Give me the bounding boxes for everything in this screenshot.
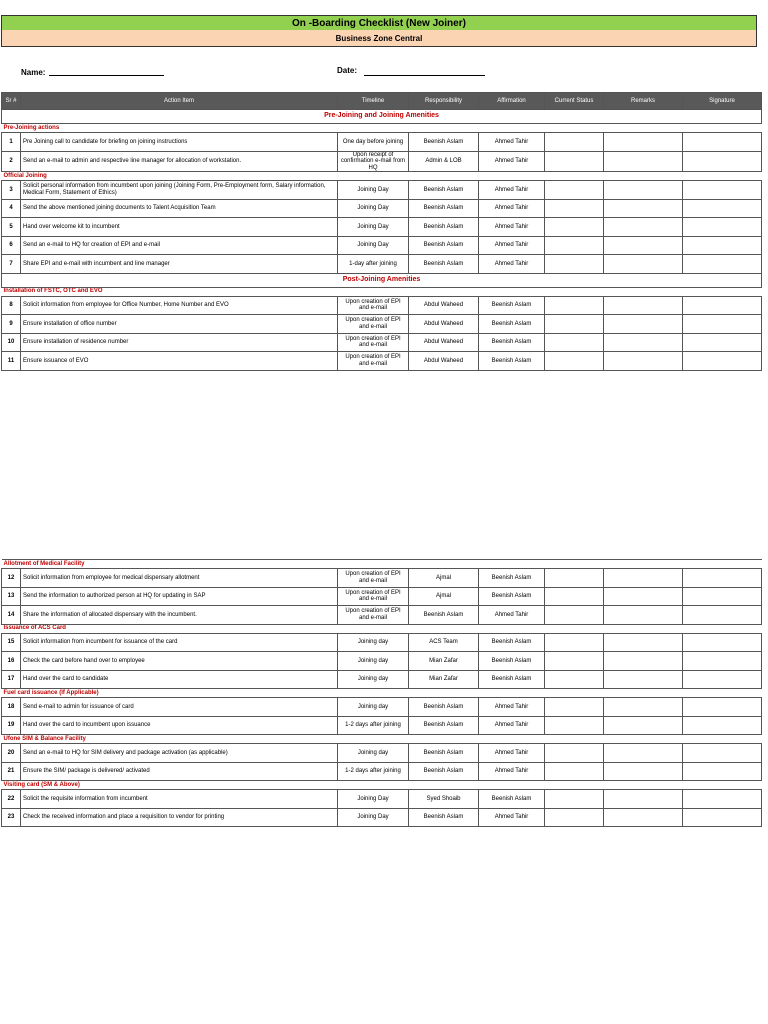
remarks-cell[interactable] [604, 199, 683, 218]
section-header: Fuel card issuance (If Applicable) [2, 689, 762, 698]
action-item-cell: Send an e-mail to HQ for SIM delivery and package activation (as applicable) [21, 744, 338, 763]
section-header-row [2, 287, 762, 296]
responsibility-cell: Beenish Aslam [409, 606, 479, 625]
responsibility-cell: Abdul Waheed [409, 333, 479, 352]
action-item-cell: Ensure installation of residence number [21, 333, 338, 352]
timeline-cell: Upon receipt of confirmation e-mail from HQ [338, 151, 409, 172]
sr-cell: 3 [2, 181, 21, 200]
table-row [2, 181, 762, 200]
signature-cell[interactable] [683, 716, 762, 735]
section-header: Pre-Joining actions [2, 124, 762, 133]
signature-cell[interactable] [683, 181, 762, 200]
sr-cell: 6 [2, 236, 21, 255]
signature-cell[interactable] [683, 790, 762, 809]
column-header-responsibility: Responsibility [409, 93, 479, 110]
signature-cell[interactable] [683, 218, 762, 237]
timeline-cell: Joining day [338, 652, 409, 671]
timeline-cell: 1-2 days after joining [338, 762, 409, 781]
remarks-cell[interactable] [604, 218, 683, 237]
table-row [2, 236, 762, 255]
sr-cell: 14 [2, 606, 21, 625]
timeline-cell: 1-2 days after joining [338, 716, 409, 735]
remarks-cell[interactable] [604, 151, 683, 172]
remarks-cell[interactable] [604, 790, 683, 809]
signature-cell[interactable] [683, 744, 762, 763]
affirmation-cell: Beenish Aslam [479, 790, 545, 809]
signature-cell[interactable] [683, 808, 762, 827]
current-status-cell[interactable] [545, 633, 604, 652]
sr-cell: 19 [2, 716, 21, 735]
sr-cell: 4 [2, 199, 21, 218]
action-item-cell: Share EPI and e-mail with incumbent and line manager [21, 255, 338, 274]
section-header-row [2, 781, 762, 790]
affirmation-cell: Beenish Aslam [479, 633, 545, 652]
column-header-signature: Signature [683, 93, 762, 110]
affirmation-cell: Ahmed Tahir [479, 218, 545, 237]
checklist-subtitle [1, 30, 757, 47]
section-header-row [2, 689, 762, 698]
timeline-cell: Joining Day [338, 790, 409, 809]
responsibility-cell: Abdul Waheed [409, 315, 479, 334]
current-status-cell[interactable] [545, 181, 604, 200]
action-item-cell: Solicit information from incumbent for issuance of the card [21, 633, 338, 652]
signature-cell[interactable] [683, 255, 762, 274]
checklist-subtitle-text: Business Zone Central [335, 33, 423, 43]
timeline-cell: Upon creation of EPI and e-mail [338, 569, 409, 588]
responsibility-cell: Beenish Aslam [409, 199, 479, 218]
responsibility-cell: Abdul Waheed [409, 296, 479, 315]
timeline-cell: 1-day after joining [338, 255, 409, 274]
signature-cell[interactable] [683, 633, 762, 652]
sr-cell: 18 [2, 698, 21, 717]
table-row [2, 762, 762, 781]
sr-cell: 21 [2, 762, 21, 781]
timeline-cell: Joining Day [338, 236, 409, 255]
section-header-row [2, 560, 762, 569]
action-item-cell: Ensure the SIM/ package is delivered/ activated [21, 762, 338, 781]
affirmation-cell: Ahmed Tahir [479, 199, 545, 218]
current-status-cell[interactable] [545, 352, 604, 371]
section-header: Ufone SIM & Balance Facility [2, 735, 762, 744]
responsibility-cell: Beenish Aslam [409, 716, 479, 735]
checklist-title-text: On -Boarding Checklist (New Joiner) [292, 17, 466, 29]
section-title-row [2, 273, 762, 287]
section-header-row [2, 735, 762, 744]
section-header: Official Joining [2, 172, 762, 181]
date-field[interactable] [364, 75, 485, 76]
column-header-affirmation: Affirmation [479, 93, 545, 110]
name-label: Name: [21, 68, 46, 77]
affirmation-cell: Ahmed Tahir [479, 236, 545, 255]
current-status-cell[interactable] [545, 587, 604, 606]
action-item-cell: Solicit information from employee for medical dispensary allotment [21, 569, 338, 588]
sr-cell: 15 [2, 633, 21, 652]
date-label: Date: [337, 66, 358, 75]
timeline-cell: Joining day [338, 698, 409, 717]
action-item-cell: Send the information to authorized person at HQ for updating in SAP [21, 587, 338, 606]
table-row [2, 790, 762, 809]
responsibility-cell: ACS Team [409, 633, 479, 652]
table-row [2, 744, 762, 763]
responsibility-cell: Ajmal [409, 587, 479, 606]
section-title-row [2, 110, 762, 124]
remarks-cell[interactable] [604, 633, 683, 652]
current-status-cell[interactable] [545, 698, 604, 717]
sr-cell: 17 [2, 670, 21, 689]
remarks-cell[interactable] [604, 808, 683, 827]
table-row [2, 670, 762, 689]
affirmation-cell: Ahmed Tahir [479, 255, 545, 274]
affirmation-cell: Ahmed Tahir [479, 744, 545, 763]
table-row [2, 716, 762, 735]
sr-cell: 23 [2, 808, 21, 827]
remarks-cell[interactable] [604, 698, 683, 717]
responsibility-cell: Beenish Aslam [409, 133, 479, 152]
section-title: Post-Joining Amenities [2, 273, 762, 287]
affirmation-cell: Ahmed Tahir [479, 606, 545, 625]
name-field[interactable] [49, 75, 164, 76]
signature-cell[interactable] [683, 151, 762, 172]
signature-cell[interactable] [683, 315, 762, 334]
signature-cell[interactable] [683, 133, 762, 152]
table-header-row [2, 93, 762, 110]
remarks-cell[interactable] [604, 587, 683, 606]
current-status-cell[interactable] [545, 716, 604, 735]
remarks-cell[interactable] [604, 133, 683, 152]
current-status-cell[interactable] [545, 333, 604, 352]
current-status-cell[interactable] [545, 133, 604, 152]
timeline-cell: Joining day [338, 633, 409, 652]
table-row [2, 587, 762, 606]
responsibility-cell: Beenish Aslam [409, 236, 479, 255]
current-status-cell[interactable] [545, 808, 604, 827]
sr-cell: 1 [2, 133, 21, 152]
action-item-cell: Ensure issuance of EVO [21, 352, 338, 371]
timeline-cell: Upon creation of EPI and e-mail [338, 315, 409, 334]
remarks-cell[interactable] [604, 296, 683, 315]
current-status-cell[interactable] [545, 218, 604, 237]
remarks-cell[interactable] [604, 236, 683, 255]
table-row [2, 633, 762, 652]
responsibility-cell: Ajmal [409, 569, 479, 588]
action-item-cell: Send an e-mail to admin and respective line manager for allocation of workstation. [21, 151, 338, 172]
affirmation-cell: Beenish Aslam [479, 670, 545, 689]
current-status-cell[interactable] [545, 151, 604, 172]
remarks-cell[interactable] [604, 716, 683, 735]
checklist-title [1, 15, 757, 31]
responsibility-cell: Syed Shoaib [409, 790, 479, 809]
sr-cell: 11 [2, 352, 21, 371]
current-status-cell[interactable] [545, 569, 604, 588]
timeline-cell: Upon creation of EPI and e-mail [338, 587, 409, 606]
sr-cell: 16 [2, 652, 21, 671]
table-row [2, 333, 762, 352]
responsibility-cell: Beenish Aslam [409, 808, 479, 827]
checklist-table-page1 [1, 92, 762, 371]
section-header-row [2, 124, 762, 133]
signature-cell[interactable] [683, 670, 762, 689]
column-header-sr: Sr # [2, 93, 21, 110]
action-item-cell: Send the above mentioned joining documents to Talent Acquisition Team [21, 199, 338, 218]
remarks-cell[interactable] [604, 670, 683, 689]
timeline-cell: Joining day [338, 744, 409, 763]
current-status-cell[interactable] [545, 670, 604, 689]
remarks-cell[interactable] [604, 181, 683, 200]
current-status-cell[interactable] [545, 255, 604, 274]
remarks-cell[interactable] [604, 333, 683, 352]
timeline-cell: Joining Day [338, 181, 409, 200]
responsibility-cell: Mian Zafar [409, 670, 479, 689]
sr-cell: 8 [2, 296, 21, 315]
section-header: Allotment of Medical Facility [2, 560, 762, 569]
sr-cell: 5 [2, 218, 21, 237]
table-row [2, 255, 762, 274]
signature-cell[interactable] [683, 652, 762, 671]
remarks-cell[interactable] [604, 315, 683, 334]
action-item-cell: Check the card before hand over to employee [21, 652, 338, 671]
affirmation-cell: Beenish Aslam [479, 587, 545, 606]
timeline-cell: Joining day [338, 670, 409, 689]
action-item-cell: Share the information of allocated dispensary with the incumbent. [21, 606, 338, 625]
action-item-cell: Solicit information from employee for Office Number, Home Number and EVO [21, 296, 338, 315]
action-item-cell: Send an e-mail to HQ for creation of EPI and e-mail [21, 236, 338, 255]
responsibility-cell: Beenish Aslam [409, 762, 479, 781]
signature-cell[interactable] [683, 587, 762, 606]
column-header-remarks: Remarks [604, 93, 683, 110]
timeline-cell: Joining Day [338, 218, 409, 237]
sr-cell: 9 [2, 315, 21, 334]
table-row [2, 698, 762, 717]
signature-cell[interactable] [683, 236, 762, 255]
table-row [2, 808, 762, 827]
affirmation-cell: Beenish Aslam [479, 352, 545, 371]
timeline-cell: Upon creation of EPI and e-mail [338, 296, 409, 315]
affirmation-cell: Ahmed Tahir [479, 698, 545, 717]
action-item-cell: Solicit the requisite information from incumbent [21, 790, 338, 809]
affirmation-cell: Ahmed Tahir [479, 716, 545, 735]
current-status-cell[interactable] [545, 744, 604, 763]
responsibility-cell: Mian Zafar [409, 652, 479, 671]
table-row [2, 133, 762, 152]
table-row [2, 151, 762, 172]
action-item-cell: Check the received information and place a requisition to vendor for printing [21, 808, 338, 827]
table-row [2, 218, 762, 237]
current-status-cell[interactable] [545, 652, 604, 671]
current-status-cell[interactable] [545, 606, 604, 625]
section-title: Pre-Joining and Joining Amenities [2, 110, 762, 124]
timeline-cell: One day before joining [338, 133, 409, 152]
sr-cell: 2 [2, 151, 21, 172]
remarks-cell[interactable] [604, 652, 683, 671]
affirmation-cell: Ahmed Tahir [479, 151, 545, 172]
column-header-timeline: Timeline [338, 93, 409, 110]
responsibility-cell: Admin & LOB [409, 151, 479, 172]
table-row [2, 199, 762, 218]
sr-cell: 22 [2, 790, 21, 809]
timeline-cell: Joining Day [338, 808, 409, 827]
affirmation-cell: Beenish Aslam [479, 569, 545, 588]
responsibility-cell: Beenish Aslam [409, 744, 479, 763]
table-row [2, 606, 762, 625]
current-status-cell[interactable] [545, 762, 604, 781]
checklist-table-page2 [1, 559, 762, 827]
table-row [2, 315, 762, 334]
affirmation-cell: Ahmed Tahir [479, 808, 545, 827]
section-header: Visiting card (SM & Above) [2, 781, 762, 790]
section-header-row [2, 624, 762, 633]
affirmation-cell: Beenish Aslam [479, 315, 545, 334]
affirmation-cell: Ahmed Tahir [479, 762, 545, 781]
column-header-action-item: Action Item [21, 93, 338, 110]
current-status-cell[interactable] [545, 790, 604, 809]
affirmation-cell: Beenish Aslam [479, 333, 545, 352]
signature-cell[interactable] [683, 569, 762, 588]
signature-cell[interactable] [683, 199, 762, 218]
signature-cell[interactable] [683, 762, 762, 781]
action-item-cell: Hand over the card to incumbent upon issuance [21, 716, 338, 735]
table-row [2, 352, 762, 371]
current-status-cell[interactable] [545, 315, 604, 334]
remarks-cell[interactable] [604, 569, 683, 588]
signature-cell[interactable] [683, 606, 762, 625]
timeline-cell: Upon creation of EPI and e-mail [338, 352, 409, 371]
timeline-cell: Joining Day [338, 199, 409, 218]
responsibility-cell: Beenish Aslam [409, 698, 479, 717]
remarks-cell[interactable] [604, 762, 683, 781]
remarks-cell[interactable] [604, 744, 683, 763]
responsibility-cell: Abdul Waheed [409, 352, 479, 371]
signature-cell[interactable] [683, 698, 762, 717]
table-row [2, 652, 762, 671]
responsibility-cell: Beenish Aslam [409, 218, 479, 237]
signature-cell[interactable] [683, 333, 762, 352]
table-row [2, 296, 762, 315]
signature-cell[interactable] [683, 352, 762, 371]
affirmation-cell: Ahmed Tahir [479, 181, 545, 200]
action-item-cell: Solicit personal information from incumbent upon joining (Joining Form, Pre-Employment form, Salary information, Medical Form, Statement of Ethics) [21, 181, 338, 200]
action-item-cell: Ensure installation of office number [21, 315, 338, 334]
remarks-cell[interactable] [604, 255, 683, 274]
sr-cell: 7 [2, 255, 21, 274]
affirmation-cell: Beenish Aslam [479, 652, 545, 671]
action-item-cell: Hand over the card to candidate [21, 670, 338, 689]
sr-cell: 10 [2, 333, 21, 352]
action-item-cell: Pre Joining call to candidate for briefing on joining instructions [21, 133, 338, 152]
current-status-cell[interactable] [545, 296, 604, 315]
responsibility-cell: Beenish Aslam [409, 181, 479, 200]
section-header: Issuance of ACS Card [2, 624, 762, 633]
table-row [2, 569, 762, 588]
remarks-cell[interactable] [604, 606, 683, 625]
action-item-cell: Hand over welcome kit to incumbent [21, 218, 338, 237]
remarks-cell[interactable] [604, 352, 683, 371]
sr-cell: 12 [2, 569, 21, 588]
action-item-cell: Send e-mail to admin for issuance of card [21, 698, 338, 717]
current-status-cell[interactable] [545, 199, 604, 218]
signature-cell[interactable] [683, 296, 762, 315]
sr-cell: 13 [2, 587, 21, 606]
affirmation-cell: Ahmed Tahir [479, 133, 545, 152]
column-header-current-status: Current Status [545, 93, 604, 110]
responsibility-cell: Beenish Aslam [409, 255, 479, 274]
timeline-cell: Upon creation of EPI and e-mail [338, 333, 409, 352]
affirmation-cell: Beenish Aslam [479, 296, 545, 315]
sr-cell: 20 [2, 744, 21, 763]
timeline-cell: Upon creation of EPI and e-mail [338, 606, 409, 625]
section-header: Installation of FSTC, OTC and EVO [2, 287, 762, 296]
section-header-row [2, 172, 762, 181]
current-status-cell[interactable] [545, 236, 604, 255]
